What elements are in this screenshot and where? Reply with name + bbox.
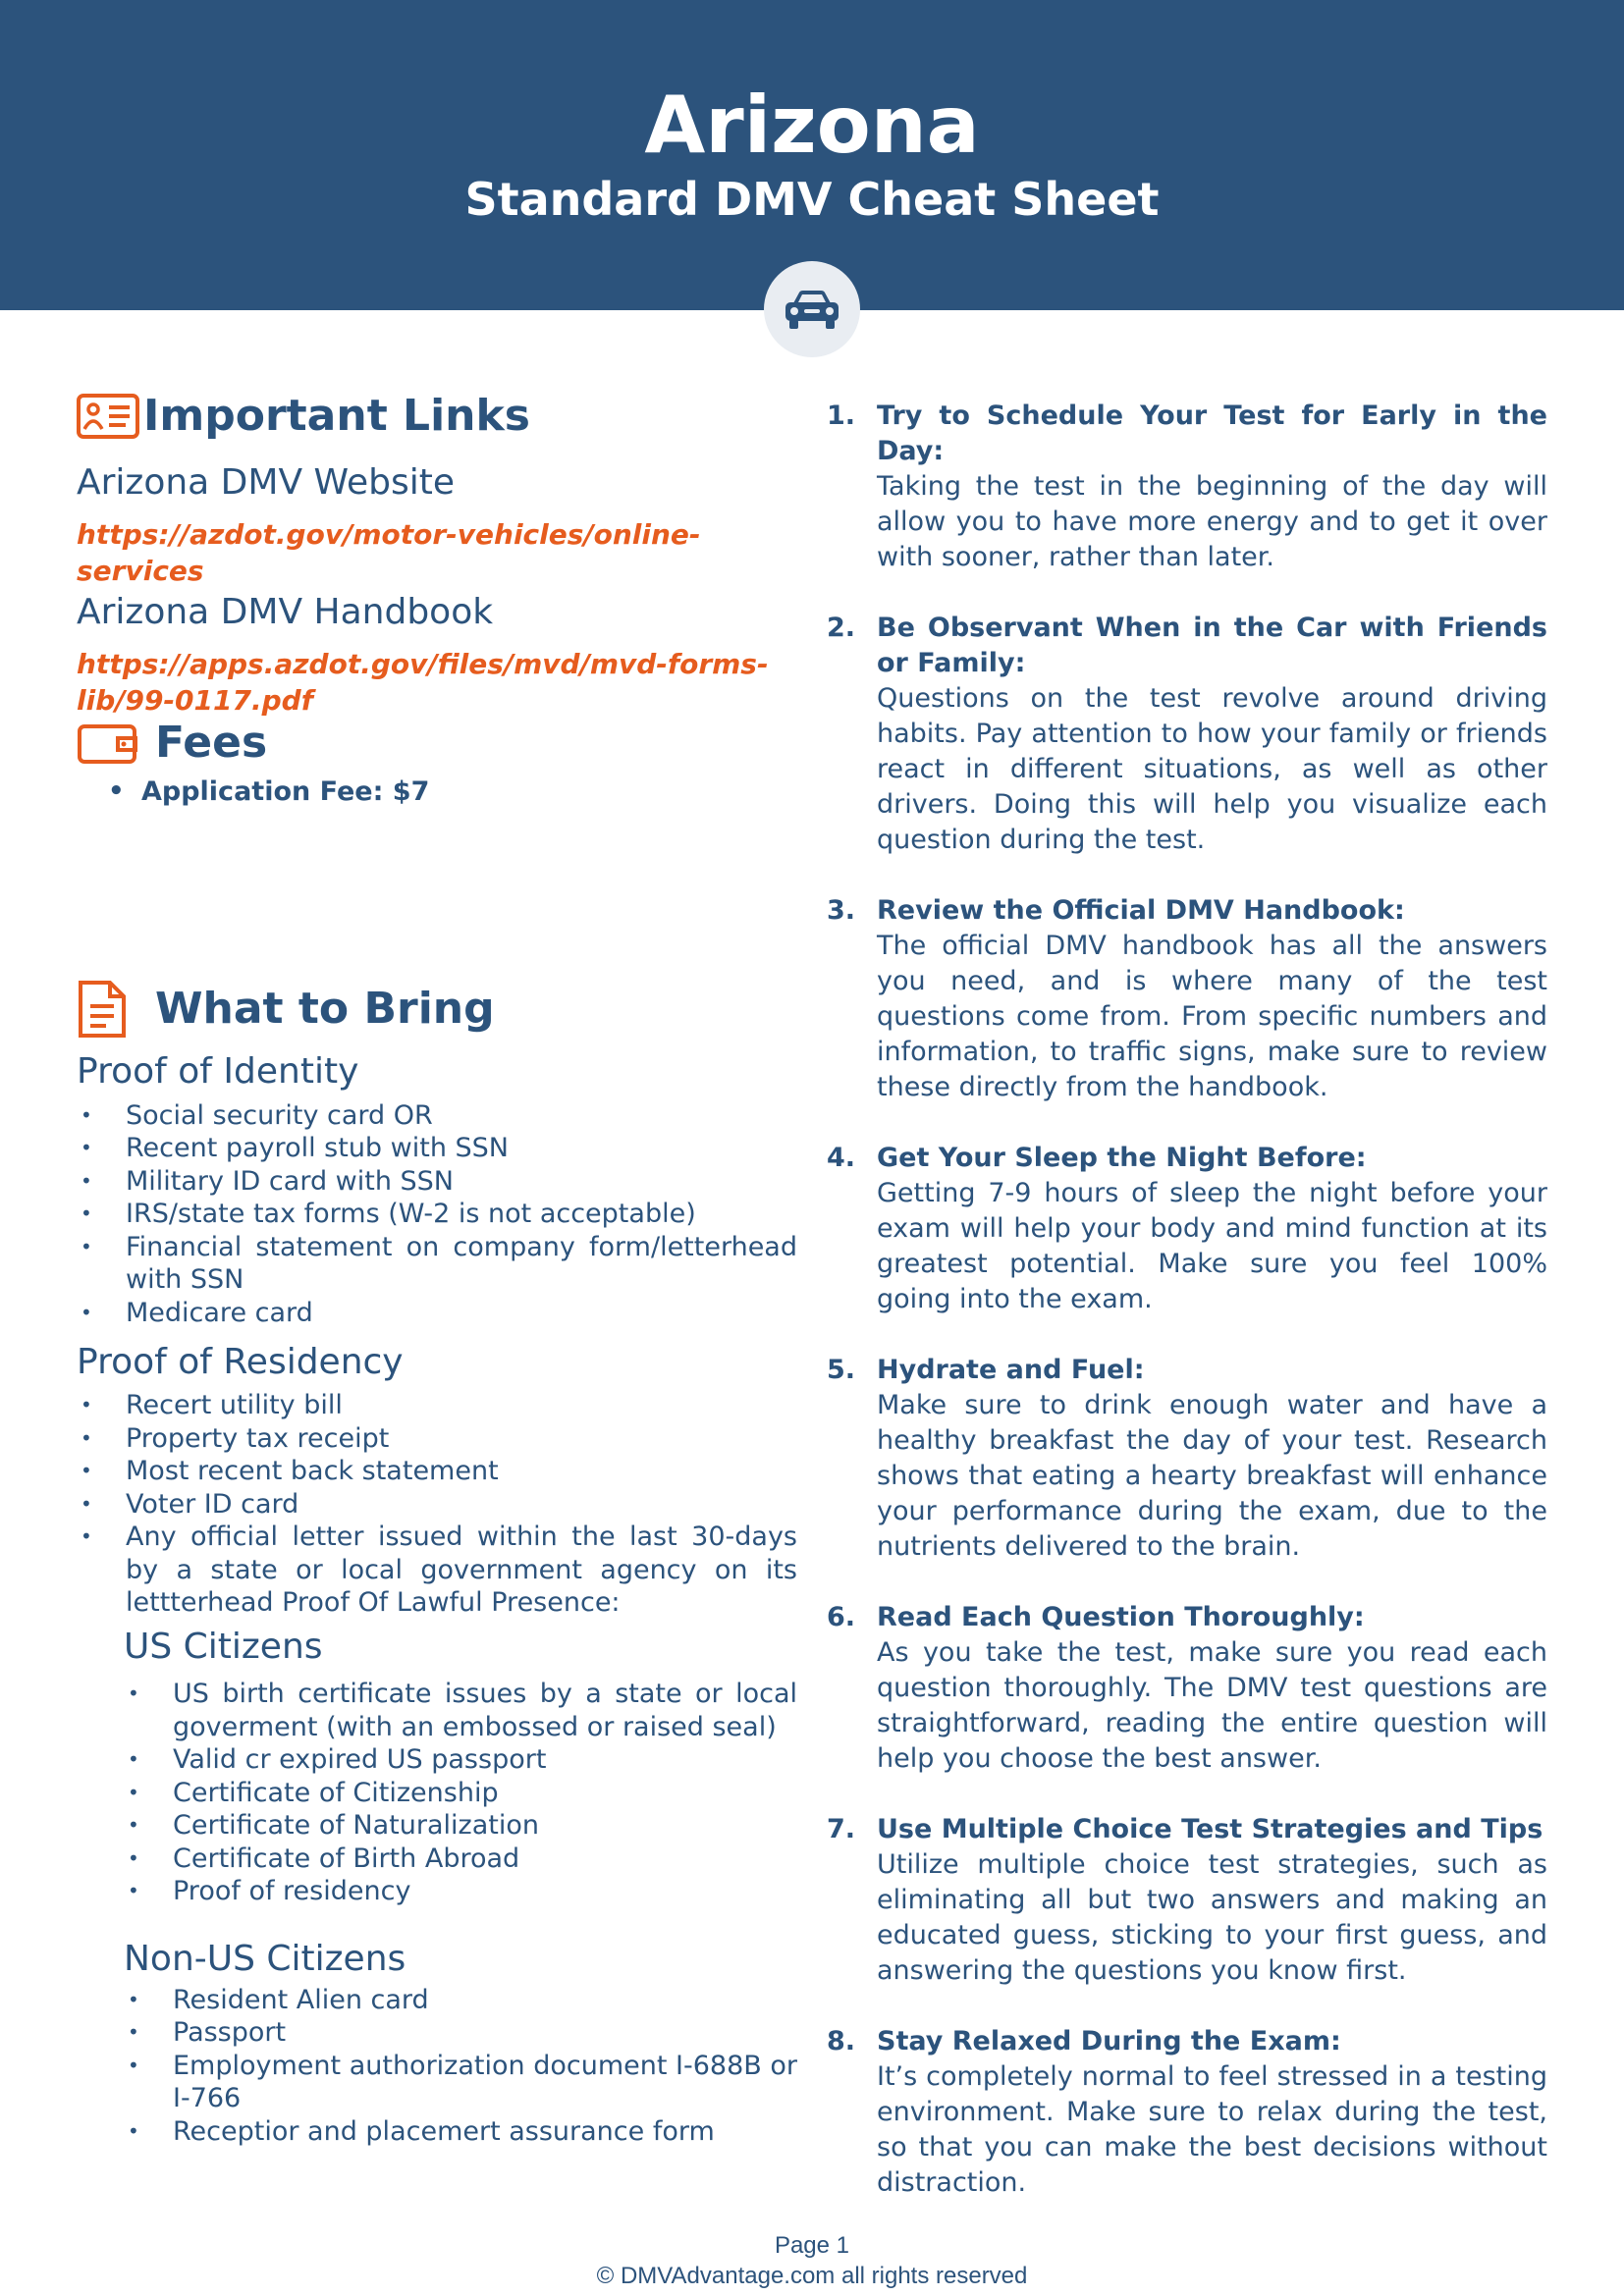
tip-text: Make sure to drink enough water and have a healthy breakfast the day of your test. Research shows that eating a hearty breakfast will enhance your performance during the exam, due to the nutrients delivered to the brain. bbox=[877, 1390, 1547, 1562]
tip-number: 4. bbox=[827, 1143, 856, 1173]
copyright: © DMVAdvantage.com all rights reserved bbox=[596, 2263, 1028, 2289]
list-item: • Proof of residency bbox=[124, 1875, 797, 1908]
tip-title: Stay Relaxed During the Exam: bbox=[877, 2026, 1341, 2056]
tip-title: Get Your Sleep the Night Before: bbox=[877, 1143, 1367, 1173]
tip-item bbox=[827, 893, 1547, 1105]
tip-number: 5. bbox=[827, 1355, 856, 1385]
tip-title: Use Multiple Choice Test Strategies and Tips bbox=[877, 1814, 1543, 1844]
identity-list bbox=[77, 1099, 797, 1330]
tip-title: Review the Official DMV Handbook: bbox=[877, 895, 1405, 926]
list-item: • Any official letter issued within the last 30-days by a state or local government agency on its lettterhead Proof Of Lawful Presence: bbox=[77, 1521, 797, 1620]
non-us-citizens-heading: Non-US Citizens bbox=[124, 1938, 406, 1979]
list-item: • Recert utility bill bbox=[77, 1389, 797, 1422]
list-item: • Employment authorization document I-688B or I-766 bbox=[124, 2050, 797, 2115]
list-item: • Medicare card bbox=[77, 1297, 797, 1330]
dmv-website-label: Arizona DMV Website bbox=[77, 462, 456, 503]
tip-item bbox=[827, 1600, 1547, 1777]
tip-title: Be Observant When in the Car with Friends or Family: bbox=[877, 613, 1547, 678]
list-item: • Certificate of Birth Abroad bbox=[124, 1842, 797, 1876]
tips-list bbox=[827, 399, 1547, 2201]
left-column bbox=[77, 389, 797, 2148]
tip-text: Utilize multiple choice test strategies, such as eliminating all but two answers and making an educated guess, sticking to your first guess, and answering the questions you know first. bbox=[877, 1849, 1547, 1986]
page-number: Page 1 bbox=[774, 2232, 850, 2259]
list-item: • Social security card OR bbox=[77, 1099, 797, 1133]
links-section-heading bbox=[77, 389, 797, 444]
car-icon bbox=[764, 261, 860, 357]
tips-column bbox=[827, 399, 1547, 2236]
bring-heading: What to Bring bbox=[155, 984, 495, 1035]
tip-text: It’s completely normal to feel stressed in a testing environment. Make sure to relax during the test, so that you can make the best decisions without distraction. bbox=[877, 2061, 1547, 2198]
tip-text: Getting 7-9 hours of sleep the night before your exam will help your body and mind function at its greatest potential. Make sure you feel 100% going into the exam. bbox=[877, 1178, 1547, 1314]
tip-text: As you take the test, make sure you read each question thoroughly. The DMV test questions are straightforward, reading the entire question will help you choose the best answer. bbox=[877, 1637, 1547, 1774]
list-item: • Financial statement on company form/letterhead with SSN bbox=[77, 1231, 797, 1297]
list-item: • Certificate of Naturalization bbox=[124, 1809, 797, 1842]
list-item: • IRS/state tax forms (W-2 is not acceptable) bbox=[77, 1198, 797, 1231]
us-citizens-list bbox=[124, 1678, 797, 1908]
list-item: • Certificate of Citizenship bbox=[124, 1777, 797, 1810]
list-item: • Receptior and placemert assurance form bbox=[124, 2115, 797, 2149]
tip-number: 6. bbox=[827, 1602, 856, 1632]
non-us-citizens-list bbox=[124, 1984, 797, 2149]
tip-title: Hydrate and Fuel: bbox=[877, 1355, 1145, 1385]
bring-section-heading bbox=[77, 974, 797, 1044]
list-item: • Resident Alien card bbox=[124, 1984, 797, 2017]
tip-title: Read Each Question Thoroughly: bbox=[877, 1602, 1365, 1632]
dmv-handbook-link[interactable]: https://apps.azdot.gov/files/mvd/mvd-forms-lib/99-0117.pdf bbox=[77, 648, 769, 717]
links-heading: Important Links bbox=[143, 391, 530, 441]
identity-heading: Proof of Identity bbox=[77, 1051, 359, 1093]
tip-number: 1. bbox=[827, 400, 856, 431]
list-item: • Recent payroll stub with SSN bbox=[77, 1132, 797, 1165]
list-item: • Valid cr expired US passport bbox=[124, 1743, 797, 1777]
fees-list bbox=[77, 775, 797, 809]
tip-item bbox=[827, 1141, 1547, 1317]
page-footer bbox=[0, 2230, 1624, 2291]
tip-item bbox=[827, 1353, 1547, 1565]
tip-number: 7. bbox=[827, 1814, 856, 1844]
tip-number: 8. bbox=[827, 2026, 856, 2056]
tip-item bbox=[827, 2024, 1547, 2201]
list-item: • Property tax receipt bbox=[77, 1422, 797, 1456]
tip-text: Questions on the test revolve around driving habits. Pay attention to how your family or friends react in different situations, as well as other drivers. Doing this will help you visualize each question during the test. bbox=[877, 683, 1547, 855]
tip-text: Taking the test in the beginning of the day will allow you to have more energy and to get it over with sooner, rather than later. bbox=[877, 471, 1547, 572]
tip-number: 3. bbox=[827, 895, 856, 926]
fees-section-heading bbox=[77, 719, 797, 768]
tip-number: 2. bbox=[827, 613, 856, 643]
page-title: Arizona bbox=[644, 80, 980, 171]
residency-list bbox=[77, 1389, 797, 1620]
list-item: • Passport bbox=[124, 2016, 797, 2050]
tip-text: The official DMV handbook has all the answers you need, and is where many of the test questions come from. From specific numbers and information, to traffic signs, make sure to review these directly from the handbook. bbox=[877, 931, 1547, 1102]
document-icon bbox=[77, 979, 155, 1040]
tip-item bbox=[827, 399, 1547, 575]
residency-heading: Proof of Residency bbox=[77, 1342, 404, 1383]
id-card-icon bbox=[77, 394, 143, 439]
us-citizens-section bbox=[77, 1626, 797, 2148]
dmv-website-link[interactable]: https://azdot.gov/motor-vehicles/online-services bbox=[77, 518, 701, 587]
dmv-handbook-label: Arizona DMV Handbook bbox=[77, 591, 494, 632]
list-item: • Most recent back statement bbox=[77, 1455, 797, 1488]
tip-title: Try to Schedule Your Test for Early in the Day: bbox=[877, 400, 1547, 466]
us-citizens-heading: US Citizens bbox=[124, 1626, 323, 1667]
tip-item bbox=[827, 1812, 1547, 1989]
tip-item bbox=[827, 611, 1547, 858]
list-item: • Application Fee: $7 bbox=[77, 775, 797, 809]
list-item: • US birth certificate issues by a state or local goverment (with an embossed or raised seal) bbox=[124, 1678, 797, 1743]
fees-heading: Fees bbox=[155, 717, 268, 768]
wallet-icon bbox=[77, 721, 155, 766]
list-item: • Voter ID card bbox=[77, 1488, 797, 1522]
list-item: • Military ID card with SSN bbox=[77, 1165, 797, 1199]
page-subtitle: Standard DMV Cheat Sheet bbox=[464, 173, 1160, 226]
